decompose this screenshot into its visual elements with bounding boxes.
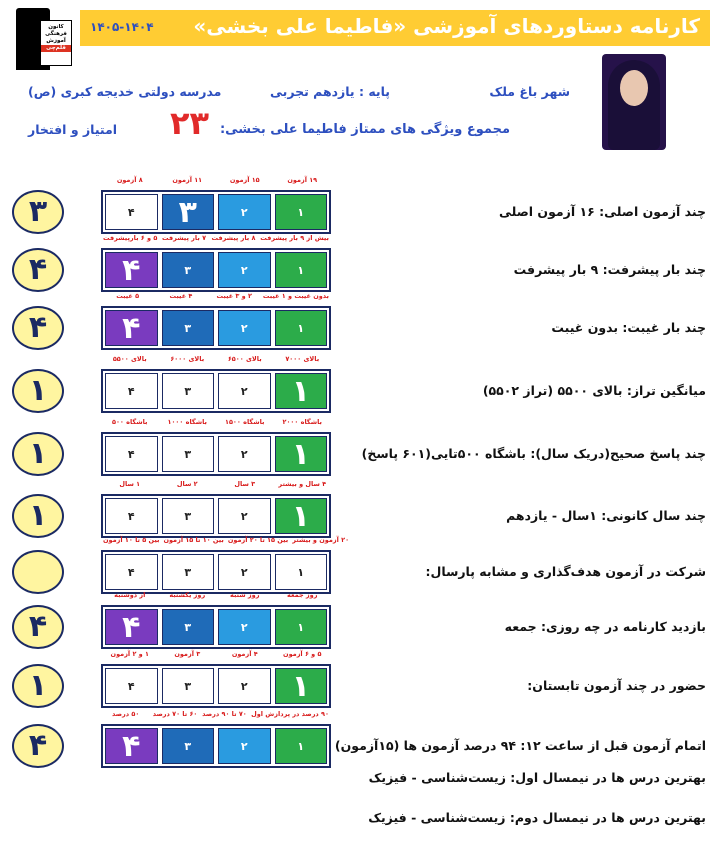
row-score-badge: ۴ <box>12 306 64 350</box>
total-score: ۲۳ <box>170 104 210 142</box>
row-headers <box>103 418 329 430</box>
tier-header: ۸ بار پیشرفت <box>211 234 256 242</box>
tier-cell: ۳ <box>162 252 215 288</box>
student-city: شهر باغ ملک <box>489 84 570 99</box>
student-grade: پایه : یازدهم تجربی <box>269 84 390 99</box>
row-headers <box>103 292 329 304</box>
tier-cell: ۲ <box>218 554 271 590</box>
tier-header: باشگاه ۱۰۰۰ <box>167 418 207 426</box>
tier-header: ۱۹ آزمون <box>287 176 318 184</box>
tier-grid <box>101 664 331 708</box>
tier-header: ۴ آزمون <box>231 650 258 658</box>
tier-header: ۴ سال و بیشتر <box>278 480 327 488</box>
row-score-badge: ۱ <box>12 664 64 708</box>
tier-header: بیش از ۹ بار پیشرفت <box>260 234 329 242</box>
criterion-question: اتمام آزمون قبل از ساعت ۱۲: ۹۴ درصد آزمون ها (۱۵آزمون) <box>334 738 706 753</box>
tier-header: ۶۰ تا ۷۰ درصد <box>152 710 198 718</box>
tier-header: ۱ و ۲ آزمون <box>110 650 149 658</box>
student-school: مدرسه دولتی خدیجه کبری (ص) <box>28 84 222 99</box>
tier-header: ۵۰ درصد <box>112 710 140 718</box>
tier-header: باشگاه ۵۰۰ <box>111 418 148 426</box>
tier-header: ۹۰ درصد در پردازش اول <box>251 710 329 718</box>
tier-cell: ۳ <box>162 373 215 409</box>
tier-cell: ۲ <box>218 728 271 764</box>
tier-grid <box>101 190 331 234</box>
tier-cell: ۱ <box>275 373 328 409</box>
tier-cell: ۱ <box>275 728 328 764</box>
student-photo <box>602 54 666 150</box>
criterion-question: چند بار غیبت: بدون غیبت <box>551 320 706 335</box>
row-headers <box>103 536 350 548</box>
tier-cell: ۱ <box>275 668 328 704</box>
row-headers <box>103 650 329 662</box>
tier-grid <box>101 432 331 476</box>
tier-cell: ۱ <box>275 436 328 472</box>
tier-cell: ۲ <box>218 310 271 346</box>
tier-header: ۵ و ۶ بارپیشرفت <box>103 234 158 242</box>
tier-cell: ۲ <box>218 436 271 472</box>
tier-grid <box>101 369 331 413</box>
row-headers <box>103 480 329 492</box>
tier-cell: ۳ <box>162 728 215 764</box>
tier-grid <box>101 605 331 649</box>
tier-cell: ۴ <box>105 728 158 764</box>
tier-cell: ۳ <box>162 609 215 645</box>
best-subjects-second-half: بهترین درس ها در نیمسال دوم: زیست‌شناسی - فیزیک <box>368 810 706 825</box>
tier-cell: ۴ <box>105 194 158 230</box>
tier-cell: ۴ <box>105 554 158 590</box>
tier-header: ۱ سال <box>119 480 141 488</box>
tier-header: ۵ و ۶ آزمون <box>283 650 322 658</box>
best-subjects-first-half: بهترین درس ها در نیمسال اول: زیست‌شناسی - فیزیک <box>368 770 706 785</box>
row-score-badge: ۴ <box>12 248 64 292</box>
tier-header: ۴ غیبت <box>169 292 193 300</box>
tier-grid <box>101 248 331 292</box>
criterion-question: حضور در چند آزمون تابستان: <box>527 678 706 693</box>
criterion-question: چند آزمون اصلی: ۱۶ آزمون اصلی <box>498 204 706 219</box>
tier-cell: ۴ <box>105 609 158 645</box>
tier-header: ۳ آزمون <box>174 650 201 658</box>
tier-cell: ۳ <box>162 310 215 346</box>
tier-header: بالای ۵۵۰۰ <box>112 355 147 363</box>
tier-cell: ۳ <box>162 498 215 534</box>
tier-cell: ۱ <box>275 554 328 590</box>
row-headers <box>103 176 329 188</box>
row-score-badge: ۱ <box>12 432 64 476</box>
criterion-question: شرکت در آزمون هدف‌گذاری و مشابه پارسال: <box>425 564 706 579</box>
tier-grid <box>101 550 331 594</box>
tier-header: ۲۰ آزمون و بیشتر <box>292 536 350 544</box>
tier-header: بالای ۶۵۰۰ <box>227 355 262 363</box>
tier-header: ۵ غیبت <box>116 292 140 300</box>
tier-header: بین ۱۰ تا ۱۵ آزمون <box>163 536 224 544</box>
tier-cell: ۳ <box>162 554 215 590</box>
tier-header: ۲ و ۳ غیبت <box>216 292 252 300</box>
kanoon-logo <box>14 6 74 74</box>
row-score-badge: ۱ <box>12 369 64 413</box>
tier-cell: ۴ <box>105 668 158 704</box>
tier-header: ۱۱ آزمون <box>172 176 203 184</box>
tier-cell: ۲ <box>218 373 271 409</box>
tier-cell: ۴ <box>105 252 158 288</box>
tier-cell: ۳ <box>162 194 215 230</box>
row-score-badge <box>12 550 64 594</box>
tier-header: از دوشنبه <box>114 591 146 599</box>
row-score-badge: ۴ <box>12 605 64 649</box>
tier-cell: ۲ <box>218 252 271 288</box>
row-headers <box>103 591 329 603</box>
tier-header: باشگاه ۲۰۰۰ <box>282 418 322 426</box>
title-banner <box>80 10 710 46</box>
summary-label: مجموع ویژگی های ممتاز فاطیما علی بخشی: <box>219 122 510 137</box>
tier-header: روز یکشنبه <box>169 591 206 599</box>
criterion-question: میانگین تراز: بالای ۵۵۰۰ (تراز ۵۵۰۲) <box>482 383 706 398</box>
page-title: کارنامه دستاوردهای آموزشی «فاطیما علی بخشی» <box>193 14 700 38</box>
tier-header: ۷ بار پیشرفت <box>162 234 207 242</box>
row-headers <box>103 710 329 722</box>
tier-header: باشگاه ۱۵۰۰ <box>225 418 265 426</box>
tier-grid <box>101 724 331 768</box>
tier-cell: ۲ <box>218 609 271 645</box>
tier-cell: ۴ <box>105 310 158 346</box>
tier-cell: ۱ <box>275 194 328 230</box>
tier-cell: ۲ <box>218 194 271 230</box>
tier-cell: ۲ <box>218 668 271 704</box>
row-score-badge: ۴ <box>12 724 64 768</box>
criterion-question: چند سال کانونی: ۱سال - یازدهم <box>506 508 706 523</box>
tier-grid <box>101 494 331 538</box>
row-headers <box>103 234 329 246</box>
tier-cell: ۳ <box>162 436 215 472</box>
tier-cell: ۴ <box>105 436 158 472</box>
academic-years: ۱۴۰۵-۱۴۰۴ <box>90 20 154 34</box>
tier-header: ۷۰ تا ۹۰ درصد <box>202 710 247 718</box>
tier-cell: ۱ <box>275 498 328 534</box>
tier-header: ۳ سال <box>234 480 256 488</box>
tier-header: روز جمعه <box>287 591 318 599</box>
tier-header: بالای ۶۰۰۰ <box>170 355 205 363</box>
row-score-badge: ۱ <box>12 494 64 538</box>
tier-cell: ۲ <box>218 498 271 534</box>
row-headers <box>103 355 329 367</box>
tier-header: بالای ۷۰۰۰ <box>285 355 320 363</box>
tier-cell: ۴ <box>105 373 158 409</box>
tier-header: بدون غیبت و ۱ غیبت <box>262 292 329 300</box>
tier-cell: ۱ <box>275 252 328 288</box>
tier-cell: ۳ <box>162 668 215 704</box>
tier-cell: ۴ <box>105 498 158 534</box>
criterion-question: چند پاسخ صحیح(دریک سال): باشگاه ۵۰۰تایی(۶۰۱ پاسخ) <box>361 446 706 461</box>
logo-text-box: کانون فرهنگی آموزش قلم‌چی <box>40 20 72 66</box>
criterion-question: چند بار پیشرفت: ۹ بار پیشرفت <box>513 262 706 277</box>
tier-header: ۱۵ آزمون <box>229 176 260 184</box>
tier-header: ۸ آزمون <box>116 176 143 184</box>
tier-grid <box>101 306 331 350</box>
row-score-badge: ۳ <box>12 190 64 234</box>
tier-header: بین ۱۵ تا ۲۰ آزمون <box>227 536 289 544</box>
tier-header: بین ۵ تا ۱۰ آزمون <box>103 536 160 544</box>
criterion-question: بازدید کارنامه در چه روزی: جمعه <box>504 619 706 634</box>
tier-cell: ۱ <box>275 310 328 346</box>
score-label: امتیاز و افتخار <box>28 122 118 137</box>
tier-header: ۲ سال <box>176 480 198 488</box>
tier-cell: ۱ <box>275 609 328 645</box>
tier-header: روز شنبه <box>230 591 260 599</box>
